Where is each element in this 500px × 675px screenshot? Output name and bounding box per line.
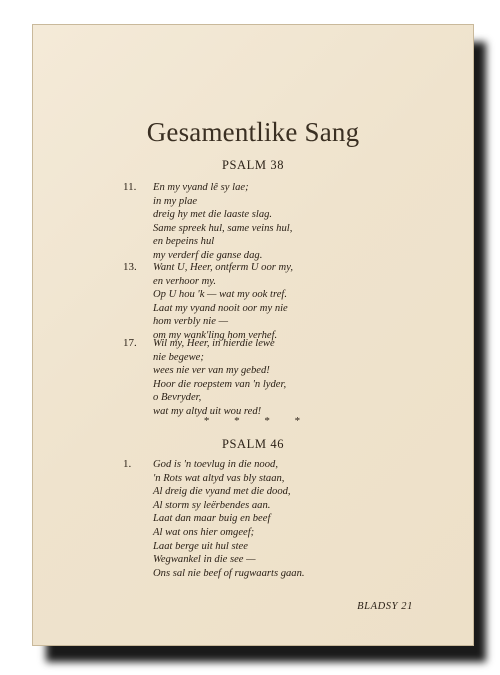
- verse-line: hom verbly nie —: [153, 316, 229, 328]
- verse-line: my verderf die ganse dag.: [153, 249, 263, 261]
- stanza-lines: [153, 181, 292, 263]
- psalm-38-heading: PSALM 38: [221, 158, 285, 172]
- psalm-46-heading: PSALM 46: [221, 437, 285, 451]
- verse-line: Laat dan maar buig en beef: [153, 513, 271, 525]
- stanza-lines: [153, 337, 286, 419]
- divider-star: *: [294, 415, 303, 427]
- verse-line: Hoor die roepstem van 'n lyder,: [153, 378, 287, 390]
- verse-line: Wegwankel in die see —: [153, 554, 256, 566]
- verse-line: Laat berge uit hul stee: [153, 540, 248, 552]
- verse-line: 'n Rots wat altyd vas bly staan,: [153, 472, 285, 484]
- verse-line: Same spreek hul, same veins hul,: [153, 222, 293, 234]
- verse-line: en verhoor my.: [153, 275, 217, 287]
- verse-line: Ons sal nie beef of rugwaarts gaan.: [153, 567, 305, 579]
- verse-line: om my wank'ling hom verhef.: [153, 329, 278, 341]
- stanza-lines: [153, 458, 305, 580]
- page-number: BLADSY 21: [357, 601, 413, 612]
- verse-line: dreig hy met die laaste slag.: [153, 209, 273, 221]
- verse-line: God is 'n toevlug in die nood,: [153, 459, 278, 470]
- verse-line: wat my altyd uit wou red!: [153, 405, 262, 417]
- verse-line: en bepeins hul: [153, 236, 215, 248]
- divider-star: *: [203, 415, 212, 427]
- verse-line: Op U hou 'k — wat my ook tref.: [153, 289, 287, 301]
- section-divider: [33, 415, 473, 427]
- verse-line: in my plae: [153, 195, 198, 207]
- verse-line: Want U, Heer, ontferm U oor my,: [153, 262, 293, 273]
- verse-line: Al storm sy leërbendes aan.: [153, 499, 271, 511]
- stanza-lines: [153, 261, 293, 343]
- verse-line: nie begewe;: [153, 351, 204, 363]
- stanza-number: 17.: [123, 337, 137, 349]
- verse-line: Wil my, Heer, in hierdie lewe: [153, 338, 275, 349]
- verse-line: Laat my vyand nooit oor my nie: [153, 302, 288, 314]
- divider-star: *: [234, 415, 242, 427]
- verse-line: o Bevryder,: [153, 392, 202, 404]
- stanza-number: 11.: [123, 181, 137, 193]
- divider-star: *: [264, 415, 272, 427]
- page-title: Gesamentlike Sang: [146, 117, 360, 147]
- stanza-number: 1.: [123, 458, 132, 470]
- verse-line: Al wat ons hier omgeef;: [153, 526, 255, 538]
- verse-line: En my vyand lê sy lae;: [153, 182, 249, 193]
- verse-line: Al dreig die vyand met die dood,: [153, 486, 291, 498]
- document-page: [32, 24, 474, 646]
- stanza-number: 13.: [123, 261, 137, 273]
- verse-line: wees nie ver van my gebed!: [153, 365, 270, 377]
